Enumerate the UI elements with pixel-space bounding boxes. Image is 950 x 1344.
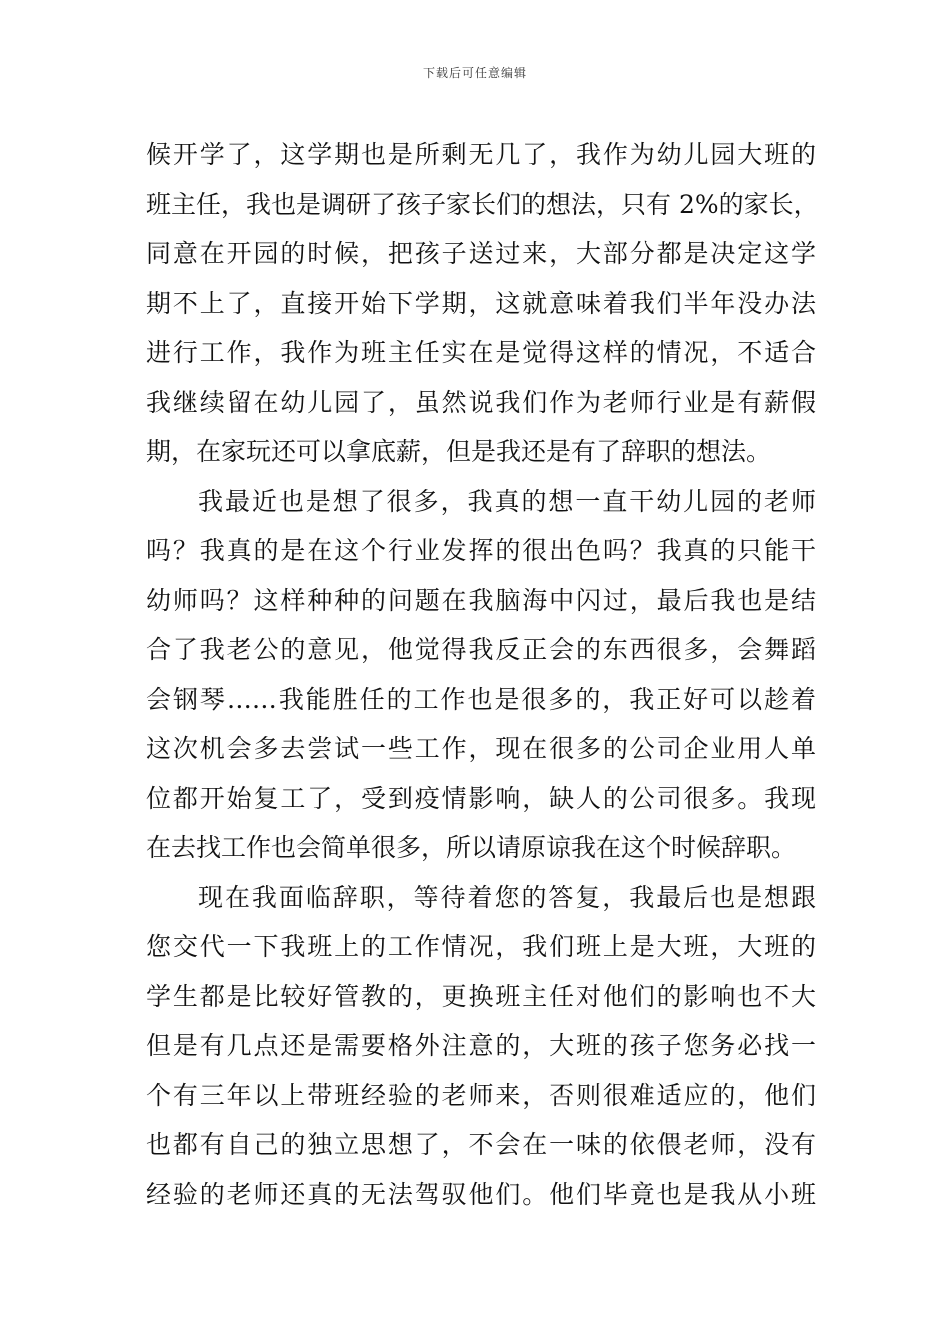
text-line: 吗？我真的是在这个行业发挥的很出色吗？我真的只能干 — [146, 536, 816, 565]
text-line: 班主任，我也是调研了孩子家长们的想法，只有 2%的家长， — [146, 189, 819, 219]
text-line: 这次机会多去尝试一些工作，现在很多的公司企业用人单 — [146, 734, 816, 763]
header-note: 下载后可任意编辑 — [422, 66, 527, 80]
text-line: 进行工作，我作为班主任实在是觉得这样的情况，不适合 — [146, 338, 816, 367]
text-line: 学生都是比较好管教的，更换班主任对他们的影响也不大 — [146, 981, 816, 1011]
text-line: 同意在开园的时候，把孩子送过来，大部分都是决定这学 — [146, 239, 816, 268]
text-line: 也都有自己的独立思想了，不会在一味的依偎老师，没有 — [146, 1130, 816, 1159]
text-line: 合了我老公的意见，他觉得我反正会的东西很多，会舞蹈 — [146, 635, 816, 664]
text-line: 候开学了，这学期也是所剩无几了，我作为幼儿园大班的 — [146, 140, 816, 169]
text-line: 幼师吗？这样种种的问题在我脑海中闪过，最后我也是结 — [146, 585, 816, 615]
paragraph-first-line: 现在我面临辞职，等待着您的答复，我最后也是想跟 — [198, 882, 816, 912]
body-text — [146, 130, 819, 1219]
text-line: 您交代一下我班上的工作情况，我们班上是大班，大班的 — [146, 932, 816, 961]
text-line: 在去找工作也会简单很多，所以请原谅我在这个时候辞职。 — [146, 833, 797, 862]
text-line: 个有三年以上带班经验的老师来，否则很难适应的，他们 — [146, 1080, 816, 1110]
text-line: 期，在家玩还可以拿底薪，但是我还是有了辞职的想法。 — [146, 437, 772, 466]
text-line: 位都开始复工了，受到疫情影响，缺人的公司很多。我现 — [146, 783, 816, 813]
paragraph-first-line: 我最近也是想了很多，我真的想一直干幼儿园的老师 — [198, 486, 816, 516]
text-line: 我继续留在幼儿园了，虽然说我们作为老师行业是有薪假 — [146, 387, 816, 417]
text-line: 会钢琴……我能胜任的工作也是很多的，我正好可以趁着 — [146, 684, 816, 714]
text-line: 但是有几点还是需要格外注意的，大班的孩子您务必找一 — [146, 1031, 816, 1060]
text-line: 经验的老师还真的无法驾驭他们。他们毕竟也是我从小班 — [146, 1179, 816, 1209]
text-line: 期不上了，直接开始下学期，这就意味着我们半年没办法 — [146, 288, 816, 318]
